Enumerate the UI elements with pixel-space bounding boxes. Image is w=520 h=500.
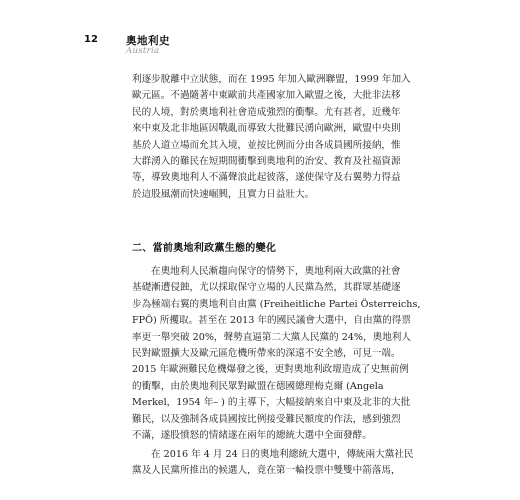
paragraph-3 (132, 447, 450, 480)
text-line: FPÖ) 所攫取。甚至在 2013 年的國民議會大選中，自由黨的得票 (132, 315, 411, 327)
text-line: 基礎漸遭侵蝕，尤以採取保守立場的人民黨為然，其群眾基礎逐 (132, 282, 401, 294)
text-line: 難民，以及強制各成員國按比例接受難民額度的作法，感到強烈 (132, 413, 401, 425)
text-line: 來中東及北非地區因戰亂而導致大批難民湧向歐洲，歐盟中央則 (132, 123, 401, 135)
text-line: 利逐步脫離中立狀態，而在 1995 年加入歐洲聯盟，1999 年加入 (132, 74, 411, 85)
running-header (84, 34, 444, 58)
text-line: 歐元區。不過隨著中東歐前共產國家加入歐盟之後，大批非法移 (132, 90, 401, 102)
text-line: 等，導致奧地利人不滿聲浪此起彼落，遂使保守及右翼勢力得益 (132, 172, 401, 184)
text-line: 黨及人民黨所推出的候選人，竟在第一輪投票中雙雙中箭落馬， (132, 465, 401, 477)
text-line: 民的人境，對於奧地利社會造成強烈的衝擊。尤有甚者，近幾年 (132, 106, 401, 118)
text-line: 民對歐盟擴大及歐元區危機所帶來的深遠不安全感，可見一端。 (132, 347, 401, 359)
text-line: 步為極端右翼的奧地利自由黨 (Freiheitliche Partei Österreichs, (132, 298, 421, 310)
text-line: 在奧地利人民漸趨向保守的情勢下，奧地利兩大政黨的社會 (151, 266, 401, 277)
text-line: 的衝擊，由於奧地利民眾對歐盟在德國總理梅克爾 (Angela (132, 380, 384, 392)
page-number: 12 (84, 34, 98, 45)
book-subtitle: Austria (126, 46, 160, 56)
section-heading: 二、當前奧地利政黨生態的變化 (132, 243, 277, 254)
text-line: 2015 年歐洲難民危機爆發之後，更對奧地利政壇造成了史無前例 (132, 364, 409, 376)
paragraph-2 (132, 264, 450, 444)
text-line: 在 2016 年 4 月 24 日的奧地利總統大選中，傳統兩大黨社民 (151, 449, 414, 460)
text-line: 於這股風潮而快速崛興，且實力日益壯大。 (132, 188, 315, 200)
text-line: Merkel，1954 年– ) 的主導下，大幅接納來自中東及北非的大批 (132, 397, 411, 409)
text-line: 基於人道立場而允其入境，並按比例而分由各成員國所接納，惟 (132, 139, 401, 151)
text-line: 率更一舉突破 20%，聲勢直逼第二大黨人民黨的 24%，奧地利人 (132, 331, 411, 343)
book-title: 奧地利史 (126, 35, 170, 47)
paragraph-1 (132, 72, 450, 203)
text-line: 不滿，遂股憤怒的情緒遂在兩年的總統大選中全面發酵。 (132, 429, 372, 441)
text-line: 大群湧入的難民在短期間衝擊到奧地利的治安、教育及社福資源 (132, 155, 401, 167)
